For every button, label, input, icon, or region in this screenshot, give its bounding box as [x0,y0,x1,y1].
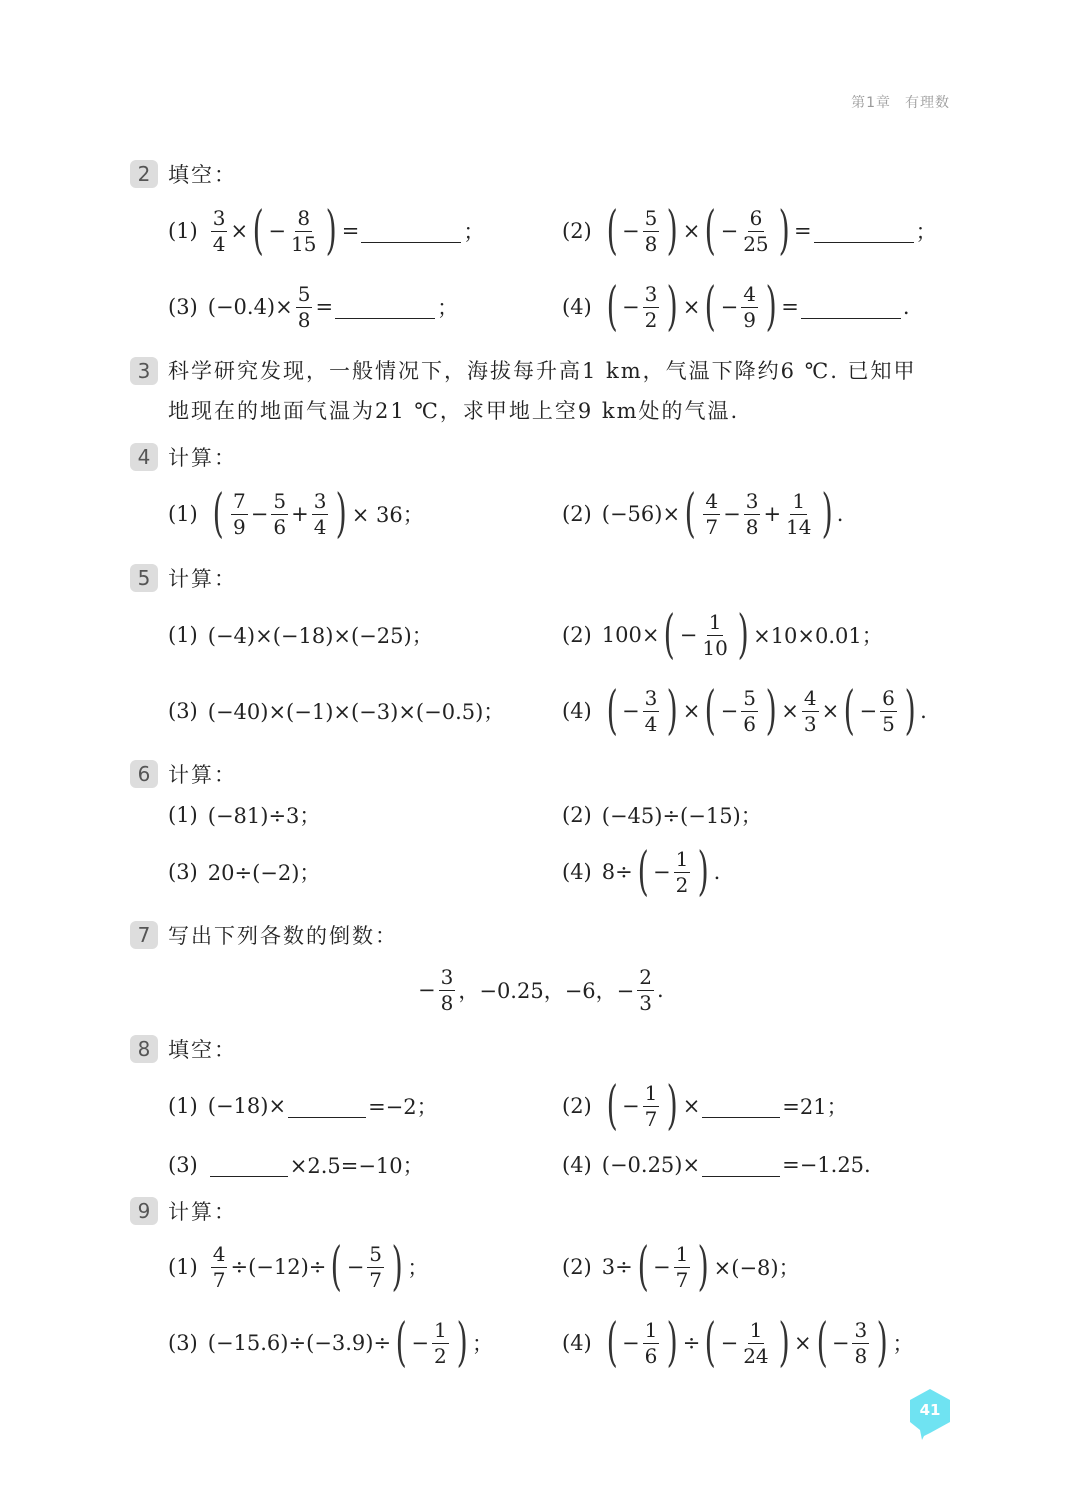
math-text: × [682,699,701,723]
math-text: − [720,295,739,319]
sub-question-label: (2) [562,1094,592,1118]
math-text: − [831,1331,850,1355]
math-text: . [713,860,721,884]
right-paren: ) [666,201,679,261]
left-paren: ( [704,201,717,261]
right-paren: ) [821,484,833,544]
denominator: 2 [433,1343,447,1368]
math-text: × [230,219,249,243]
left-paren: ( [704,681,717,741]
fraction [744,489,761,540]
denominator: 8 [644,231,658,256]
left-paren: ( [704,1313,717,1373]
math-text: + [763,502,782,526]
sub-question-label: (2) [562,803,592,827]
parenthesized-group [700,1313,794,1373]
sub-question [168,272,458,342]
sub-question-label: (3) [168,1331,198,1355]
math-text: ； [407,1256,429,1280]
parenthesized-group [602,1076,683,1136]
fraction [741,686,758,737]
denominator: 8 [297,307,311,332]
problem-number-badge: 4 [130,443,158,471]
sub-question-label: (3) [168,699,198,723]
fraction [674,1242,691,1293]
denominator: 15 [291,231,317,256]
math-text: ×(−8)； [713,1256,800,1280]
fraction [271,489,288,540]
left-paren: ( [684,484,696,544]
reciprocal-list [418,955,664,1025]
math-text: . [920,699,927,723]
numerator: 8 [297,205,311,230]
math-text: − [653,1255,671,1279]
math-text: − [622,699,640,723]
denominator: 4 [212,231,226,256]
fraction [312,489,329,540]
sub-question-label: (1) [168,1094,198,1118]
parenthesized-group [633,1237,714,1297]
denominator: 2 [644,307,658,332]
right-paren: ) [737,605,749,665]
math-text: . [902,295,910,319]
math-text: (−0.25)× [601,1153,701,1177]
fraction [211,206,228,257]
math-text: × [682,219,701,243]
fraction [880,686,897,737]
problem-heading [130,336,168,406]
denominator: 4 [313,514,327,539]
problem-number-badge: 6 [130,760,158,788]
math-text: (−4)×(−18)×(−25)； [207,624,433,648]
math-text: − [679,623,698,647]
sub-question-label: (1) [168,623,198,647]
numerator: 5 [743,685,756,710]
math-text: ÷ [682,1331,701,1355]
denominator: 3 [803,711,817,736]
sub-question [168,196,484,266]
right-paren: ) [904,681,916,741]
fraction [700,610,729,661]
sub-question [562,676,927,746]
problem-instruction: 计算： [168,567,237,591]
denominator: 7 [369,1267,383,1292]
answer-blank[interactable] [288,1095,366,1118]
sub-question [168,600,433,670]
sub-question [168,676,504,746]
numerator: 1 [433,1317,447,1342]
sub-question-label: (1) [168,502,198,526]
sub-question [562,272,910,342]
numerator: 5 [644,205,658,230]
math-text: − [720,1331,739,1355]
parenthesized-group [839,681,920,741]
sub-question [562,837,720,907]
problem-instruction: 写出下列各数的倒数： [168,924,398,948]
math-text: = [781,295,799,319]
math-text: − [720,699,739,723]
math-text: × 36； [351,503,424,527]
denominator: 8 [440,990,454,1015]
math-text: − [411,1331,429,1355]
math-text: (−0.4)× [207,295,293,319]
sub-question [168,1232,428,1302]
right-paren: ) [666,1076,679,1136]
left-paren: ( [212,484,224,544]
math-text: (−40)×(−1)×(−3)×(−0.5)； [207,700,505,724]
sub-question-label: (4) [562,860,592,884]
parenthesized-group [700,681,781,741]
sub-question-label: (3) [168,860,198,884]
fraction [637,965,654,1016]
right-paren: ) [666,681,679,741]
fraction [367,1242,384,1293]
right-paren: ) [765,681,777,741]
fraction [674,847,691,898]
numerator: 3 [313,488,327,513]
sub-question-label: (4) [562,1331,592,1355]
numerator: 5 [273,488,287,513]
math-text: − [622,295,640,319]
answer-blank[interactable] [361,220,461,243]
fraction [852,1318,869,1369]
sub-question-label: (3) [168,295,198,319]
right-paren: ) [697,1237,710,1297]
problem-number-badge: 7 [130,921,158,949]
sub-question [562,1232,800,1302]
parenthesized-group [812,1313,893,1373]
right-paren: ) [765,277,777,337]
sub-question-label: (4) [562,1153,592,1177]
fraction [643,282,660,333]
math-text: × [781,699,799,723]
numerator: 1 [675,1241,689,1266]
numerator: 4 [212,1241,226,1266]
math-text: − [653,860,671,884]
sub-question-label: (2) [562,623,592,647]
math-text: ×10×0.01； [753,624,883,648]
sub-question-label: (4) [562,699,592,723]
numerator: 5 [369,1241,383,1266]
math-text: × [682,295,701,319]
numerator: 3 [745,488,759,513]
fraction [741,282,758,333]
numerator: 6 [882,685,895,710]
problem-instruction: 计算： [168,446,237,470]
left-paren: ( [606,1313,618,1373]
running-header [851,92,950,112]
problem-heading [130,900,398,970]
answer-blank[interactable] [335,296,435,319]
left-paren: ( [395,1313,407,1373]
math-text: =21； [782,1095,848,1119]
sub-question [562,1130,871,1200]
math-text: =−1.25. [782,1153,871,1177]
problem-number-badge: 2 [130,160,158,188]
fraction [296,282,313,333]
math-text: + [291,502,309,526]
math-text: ，−0.25，−6，− [458,979,635,1003]
math-text: × [682,1094,701,1118]
right-paren: ) [391,1237,403,1297]
problem-number-badge: 9 [130,1197,158,1225]
parenthesized-group [680,484,837,544]
numerator: 6 [749,205,763,230]
sub-question-label: (4) [562,295,592,319]
fraction [211,1242,228,1293]
math-text: × [821,699,840,723]
math-text: − [720,219,739,243]
numerator: 4 [705,488,719,513]
math-text: − [268,219,286,243]
sub-question-label: (1) [168,219,198,243]
denominator: 6 [743,711,756,736]
parenthesized-group [602,201,683,261]
math-text: ； [472,1332,493,1356]
denominator: 24 [743,1343,769,1368]
sub-question [562,479,843,549]
left-paren: ( [704,277,717,337]
sub-question [562,196,937,266]
answer-blank[interactable] [210,1154,288,1177]
numerator: 4 [803,685,817,710]
problem-text [168,351,917,431]
math-text: − [622,1094,640,1118]
sub-question-label: (2) [562,1255,592,1279]
fraction [741,1318,770,1369]
fraction [643,1081,660,1132]
left-paren: ( [606,277,618,337]
sub-question [562,600,883,670]
math-text: = [793,219,812,243]
math-text: − [418,978,436,1002]
math-text: − [250,502,269,526]
math-text: − [622,219,640,243]
parenthesized-group [602,277,683,337]
parenthesized-group [602,1313,683,1373]
fraction [643,1318,660,1369]
numerator: 3 [440,964,454,989]
text-line: 科学研究发现，一般情况下，海拔每升高1 km，气温下降约6 ℃. 已知甲 [168,359,917,383]
answer-blank[interactable] [702,1154,780,1177]
math-text: (−18)× [207,1094,287,1118]
numerator: 7 [233,488,246,513]
numerator: 4 [743,281,756,306]
numerator: 3 [212,205,226,230]
fraction [643,686,660,737]
fraction [439,965,456,1016]
sub-question-label: (1) [168,803,198,827]
numerator: 1 [708,609,722,634]
numerator: 1 [749,1317,763,1342]
parenthesized-group [700,277,781,337]
denominator: 7 [644,1106,658,1131]
right-paren: ) [326,201,338,261]
denominator: 6 [644,1343,658,1368]
parenthesized-group [700,201,794,261]
denominator: 25 [743,231,769,256]
parenthesized-group [659,605,753,665]
fraction [703,489,720,540]
sub-question [168,1308,493,1378]
left-paren: ( [637,842,649,902]
numerator: 1 [644,1317,658,1342]
denominator: 3 [639,990,652,1015]
left-paren: ( [252,201,264,261]
left-paren: ( [330,1237,343,1297]
sub-question [168,479,424,549]
math-text: = [315,295,334,319]
numerator: 5 [297,281,311,306]
answer-blank[interactable] [814,220,914,243]
denominator: 7 [705,514,719,539]
math-text: ； [915,220,937,244]
math-text: − [723,502,741,526]
left-paren: ( [843,681,855,741]
sub-question-label: (2) [562,219,592,243]
math-text: ； [463,220,485,244]
math-text: (−15.6)÷(−3.9)÷ [207,1331,392,1355]
numerator: 3 [644,281,658,306]
left-paren: ( [606,201,618,261]
denominator: 2 [675,872,689,897]
right-paren: ) [666,277,679,337]
denominator: 7 [675,1267,689,1292]
fraction [643,206,660,257]
right-paren: ) [778,201,790,261]
chapter-title: 有理数 [905,95,950,111]
denominator: 9 [743,307,756,332]
denominator: 7 [212,1267,226,1292]
parenthesized-group [326,1237,407,1297]
math-text: 100× [601,623,660,647]
fraction [432,1318,449,1369]
sub-question-label: (1) [168,1255,198,1279]
problem-number-badge: 8 [130,1035,158,1063]
numerator: 3 [854,1317,868,1342]
denominator: 8 [745,514,759,539]
math-text: 8÷ [601,860,633,884]
right-paren: ) [666,1313,679,1373]
numerator: 1 [675,846,689,871]
problem-instruction: 计算： [168,1200,237,1224]
sub-question [562,1308,914,1378]
problem-number-badge: 5 [130,564,158,592]
text-line: 地现在的地面气温为21 ℃，求甲地上空9 km处的气温. [168,399,740,423]
sub-question [168,837,320,907]
right-paren: ) [336,484,348,544]
problem-instruction: 计算： [168,763,237,787]
math-text: 3÷ [601,1255,633,1279]
denominator: 10 [702,635,728,660]
denominator: 5 [882,711,895,736]
numerator: 1 [644,1080,658,1105]
right-paren: ) [456,1313,468,1373]
math-text: ×2.5=−10； [289,1154,424,1178]
chapter-number: 第1章 [851,95,891,111]
math-text: . [656,978,664,1002]
math-text: − [622,1331,640,1355]
math-text: × [793,1331,812,1355]
denominator: 6 [273,514,287,539]
left-paren: ( [637,1237,649,1297]
right-paren: ) [697,842,710,902]
math-text: − [346,1255,365,1279]
page-number-badge: 41 [908,1388,952,1432]
parenthesized-group [633,842,714,902]
problem-instruction: 填空： [168,1038,237,1062]
denominator: 14 [786,514,812,539]
numerator: 1 [792,488,806,513]
fraction [231,489,248,540]
fraction [741,206,770,257]
denominator: 9 [233,514,246,539]
left-paren: ( [606,1076,618,1136]
fraction [289,206,318,257]
parenthesized-group [391,1313,472,1373]
problem-instruction: 填空： [168,163,237,187]
parenthesized-group [208,484,352,544]
sub-question-label: (3) [168,1153,198,1177]
math-text: (−56)× [601,502,681,526]
math-text: (−81)÷3； [207,804,321,828]
parenthesized-group [602,681,683,741]
math-text: 20÷(−2)； [207,861,321,885]
sub-question-label: (2) [562,502,592,526]
math-text: − [859,699,878,723]
left-paren: ( [606,681,618,741]
numerator: 2 [639,964,652,989]
math-text: ； [437,296,459,320]
parenthesized-group [248,201,342,261]
math-text: ÷(−12)÷ [230,1255,327,1279]
problem-number-badge: 3 [130,357,158,385]
numerator: 3 [644,685,658,710]
math-text: =−2； [368,1095,438,1119]
fraction [802,686,819,737]
left-paren: ( [664,605,676,665]
right-paren: ) [876,1313,888,1373]
math-text: . [836,502,844,526]
right-paren: ) [778,1313,790,1373]
left-paren: ( [816,1313,828,1373]
math-text: = [341,219,360,243]
fraction [784,489,813,540]
answer-blank[interactable] [702,1095,780,1118]
math-text: (−45)÷(−15)； [601,804,762,828]
denominator: 4 [644,711,658,736]
answer-blank[interactable] [801,296,901,319]
math-text: ； [892,1332,914,1356]
denominator: 8 [854,1343,868,1368]
